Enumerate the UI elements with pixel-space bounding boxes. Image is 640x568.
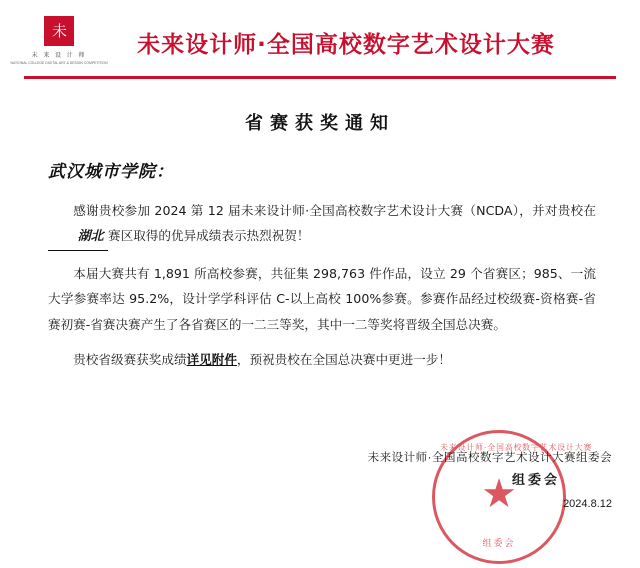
paragraph-2: 本届大赛共有 1,891 所高校参赛，共征集 298,763 件作品，设立 29 个省赛区；985、一流大学参赛率达 95.2%，设计学学科评估 C-以上高校 100%参赛。参赛作品经过校级赛-资格赛-省赛初赛-省赛决赛产生了各省赛区的一二三等奖，其中一二等奖将晋级全国总决赛。: [48, 266, 596, 332]
star-icon: ★: [481, 471, 517, 516]
paragraph-1: [48, 198, 596, 251]
header-title: 未来设计师·全国高校数字艺术设计大赛: [137, 31, 555, 58]
province-field: 湖北: [48, 224, 108, 251]
paragraph-3: [48, 347, 596, 372]
signature-block: [282, 449, 612, 510]
signature-organization: 未来设计师·全国高校数字艺术设计大赛组委会: [367, 452, 612, 464]
salutation: 武汉城市学院：: [48, 162, 174, 182]
paragraph-1-text-a: 感谢贵校参加 2024 第 12 届未来设计师·全国高校数字艺术设计大赛（NCDA），并对贵校在: [73, 203, 596, 218]
paragraph-3-text-b: ，预祝贵校在全国总决赛中更进一步！: [236, 351, 451, 367]
attachment-link[interactable]: 详见附件: [186, 351, 237, 367]
competition-logo: [10, 16, 108, 68]
signature-date: 2024.8.12: [563, 498, 612, 510]
logo-mark: 未: [44, 16, 74, 46]
seal-bottom-text: 组委会: [482, 538, 516, 548]
document-header: [0, 0, 640, 74]
document-body: [0, 157, 640, 372]
logo-english-name: NATIONAL COLLEGE DIGITAL ART & DESIGN COMPETITION: [10, 61, 108, 65]
paragraph-1-text-b: 赛区取得的优异成绩表示热烈祝贺！: [108, 228, 310, 244]
header-divider: [24, 76, 616, 79]
seal-top-text: 未来设计师·全国高校数字艺术设计大赛: [440, 442, 593, 452]
signature-committee: 组委会: [511, 472, 560, 487]
logo-chinese-name: 未 来 设 计 师: [31, 53, 87, 59]
page-title: 省赛获奖通知: [245, 113, 395, 134]
paragraph-3-text-a: 贵校省级赛获奖成绩: [73, 351, 187, 367]
